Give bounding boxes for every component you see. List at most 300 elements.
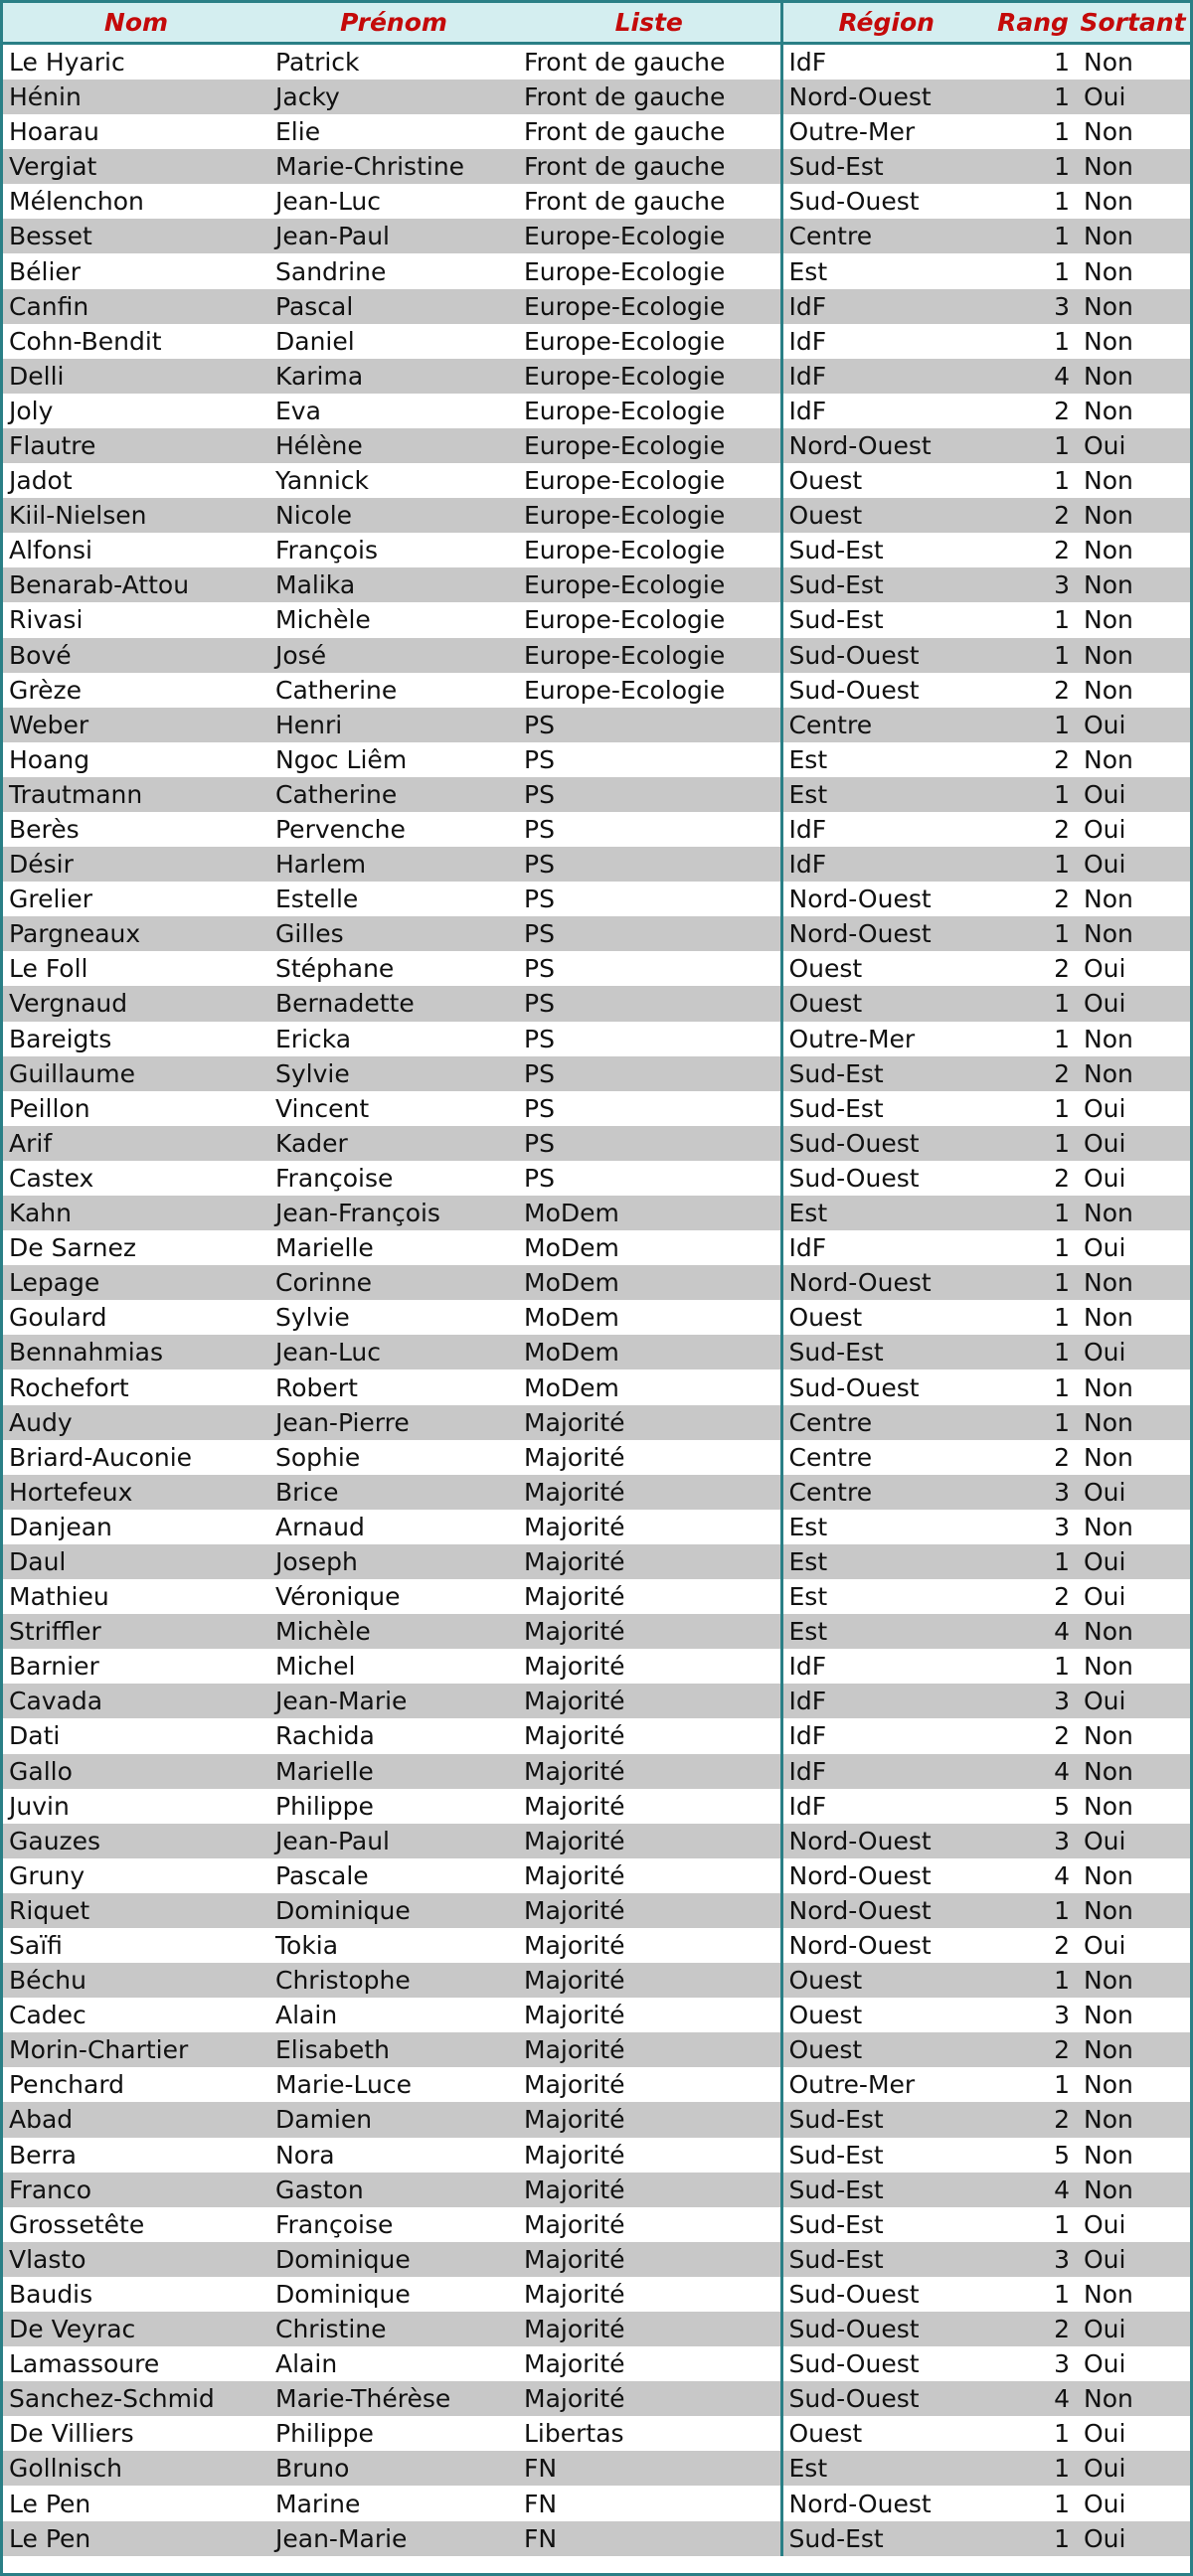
cell-liste: Front de gauche [524, 117, 726, 147]
cell-rang: 2 [1054, 501, 1070, 531]
cell-nom: Joly [9, 396, 54, 425]
cell-liste: MoDem [524, 1303, 619, 1333]
cell-nom: Cadec [9, 2001, 86, 2030]
cell-nom: Briard-Auconie [9, 1442, 193, 1472]
cell-region: Sud-Est [781, 2102, 990, 2137]
cell-liste: Majorité [524, 2244, 625, 2274]
cell-region: Est [781, 742, 990, 777]
cell-prenom: Pascal [275, 291, 354, 321]
cell-region: Sud-Ouest [781, 1369, 990, 1404]
cell-sortant: Oui [1084, 2454, 1126, 2484]
cell-rang: 4 [1054, 1860, 1070, 1890]
cell-rang: 1 [1054, 2209, 1070, 2239]
cell-liste: PS [524, 1163, 555, 1193]
cell-region: Nord-Ouest [781, 916, 990, 951]
cell-region: Sud-Est [781, 149, 990, 184]
cell-prenom: Estelle [275, 885, 359, 914]
cell-liste: Europe-Ecologie [524, 256, 726, 286]
cell-nom: Cavada [9, 1687, 103, 1716]
cell-sortant: Oui [1084, 2419, 1126, 2449]
table-row [3, 2346, 1190, 2381]
cell-sortant: Oui [1084, 989, 1126, 1019]
cell-rang: 1 [1054, 117, 1070, 147]
cell-prenom: Catherine [275, 675, 398, 705]
cell-prenom: Marielle [275, 1233, 374, 1263]
cell-liste: PS [524, 954, 555, 984]
cell-rang: 1 [1054, 919, 1070, 949]
table-row [3, 1649, 1190, 1684]
cell-rang: 1 [1054, 48, 1070, 77]
cell-liste: Europe-Ecologie [524, 222, 726, 251]
cell-region: IdF [781, 847, 990, 882]
cell-rang: 1 [1054, 2279, 1070, 2309]
cell-sortant: Oui [1084, 2209, 1126, 2239]
table-row [3, 44, 1190, 80]
cell-nom: Lepage [9, 1268, 100, 1298]
cell-rang: 1 [1054, 605, 1070, 635]
table-row [3, 1858, 1190, 1893]
cell-nom: Barnier [9, 1652, 99, 1682]
cell-sortant: Oui [1084, 1093, 1126, 1123]
cell-nom: Hénin [9, 82, 82, 112]
cell-rang: 1 [1054, 1966, 1070, 1996]
cell-liste: PS [524, 1058, 555, 1088]
cell-liste: Front de gauche [524, 82, 726, 112]
table-row [3, 1963, 1190, 1998]
cell-prenom: Christophe [275, 1966, 411, 1996]
cell-prenom: Joseph [275, 1546, 358, 1576]
cell-rang: 2 [1054, 885, 1070, 914]
cell-liste: PS [524, 815, 555, 845]
header-nom: Nom [3, 2, 269, 44]
cell-prenom: Alain [275, 2349, 338, 2379]
cell-sortant: Oui [1084, 82, 1126, 112]
table-row [3, 602, 1190, 637]
cell-liste: Europe-Ecologie [524, 361, 726, 391]
cell-rang: 1 [1054, 1546, 1070, 1576]
cell-prenom: Jacky [275, 82, 340, 112]
cell-sortant: Oui [1084, 2489, 1126, 2518]
cell-region: IdF [781, 1754, 990, 1789]
table-row [3, 149, 1190, 184]
cell-region: Outre-Mer [781, 114, 990, 149]
cell-nom: Besset [9, 222, 92, 251]
cell-nom: Baudis [9, 2279, 93, 2309]
table-row [3, 2032, 1190, 2067]
table-row [3, 986, 1190, 1021]
cell-region: Sud-Est [781, 2521, 990, 2556]
cell-sortant: Non [1084, 536, 1133, 565]
cell-nom: Juvin [9, 1791, 70, 1821]
cell-rang: 2 [1054, 954, 1070, 984]
table-row [3, 1126, 1190, 1161]
cell-sortant: Non [1084, 222, 1133, 251]
table-row [3, 2416, 1190, 2451]
cell-liste: PS [524, 1128, 555, 1158]
table-row [3, 916, 1190, 951]
cell-rang: 4 [1054, 2384, 1070, 2414]
cell-liste: Majorité [524, 1442, 625, 1472]
cell-sortant: Non [1084, 1303, 1133, 1333]
cell-region: Ouest [781, 986, 990, 1021]
cell-prenom: Jean-François [275, 1199, 440, 1228]
cell-rang: 1 [1054, 1128, 1070, 1158]
cell-rang: 1 [1054, 187, 1070, 217]
cell-rang: 3 [1054, 570, 1070, 600]
table-row [3, 533, 1190, 567]
cell-region: IdF [781, 1230, 990, 1265]
cell-liste: MoDem [524, 1199, 619, 1228]
table-row [3, 2451, 1190, 2486]
cell-sortant: Non [1084, 1024, 1133, 1053]
cell-region: Ouest [781, 951, 990, 986]
table-row [3, 289, 1190, 324]
cell-region: IdF [781, 1649, 990, 1684]
cell-region: IdF [781, 359, 990, 394]
cell-region: Est [781, 1544, 990, 1579]
cell-sortant: Oui [1084, 1233, 1126, 1263]
cell-prenom: Pervenche [275, 815, 406, 845]
cell-nom: Pargneaux [9, 919, 141, 949]
cell-nom: Alfonsi [9, 536, 92, 565]
cell-nom: Weber [9, 710, 89, 739]
cell-prenom: François [275, 536, 379, 565]
cell-sortant: Non [1084, 466, 1133, 496]
cell-rang: 2 [1054, 2315, 1070, 2344]
table-row [3, 2067, 1190, 2102]
cell-rang: 1 [1054, 326, 1070, 356]
cell-nom: Gallo [9, 1756, 73, 1786]
cell-sortant: Oui [1084, 2349, 1126, 2379]
cell-rang: 1 [1054, 989, 1070, 1019]
cell-region: Est [781, 253, 990, 288]
cell-prenom: Yannick [275, 466, 370, 496]
cell-prenom: José [275, 640, 327, 670]
cell-nom: Bélier [9, 256, 82, 286]
table-row [3, 1928, 1190, 1963]
cell-rang: 1 [1054, 1268, 1070, 1298]
cell-prenom: Elisabeth [275, 2035, 390, 2065]
cell-liste: MoDem [524, 1338, 619, 1368]
cell-prenom: Véronique [275, 1582, 401, 1612]
cell-liste: FN [524, 2454, 558, 2484]
cell-region: Sud-Est [781, 1056, 990, 1091]
cell-nom: Hortefeux [9, 1477, 133, 1507]
cell-region: Ouest [781, 463, 990, 498]
cell-liste: Europe-Ecologie [524, 326, 726, 356]
table-row [3, 1998, 1190, 2032]
cell-rang: 2 [1054, 1442, 1070, 1472]
cell-liste: PS [524, 710, 555, 739]
cell-sortant: Non [1084, 2140, 1133, 2170]
cell-nom: Hoang [9, 744, 90, 774]
cell-prenom: Françoise [275, 1163, 394, 1193]
cell-nom: Danjean [9, 1512, 112, 1541]
cell-sortant: Non [1084, 1895, 1133, 1925]
cell-region: Sud-Est [781, 2242, 990, 2277]
cell-nom: Vergnaud [9, 989, 128, 1019]
table-row [3, 2138, 1190, 2173]
table-row [3, 1614, 1190, 1649]
cell-sortant: Non [1084, 187, 1133, 217]
cell-prenom: Arnaud [275, 1512, 365, 1541]
cell-region: Sud-Ouest [781, 2277, 990, 2312]
cell-region: Est [781, 1614, 990, 1649]
table-row [3, 1718, 1190, 1753]
cell-prenom: Bernadette [275, 989, 415, 1019]
cell-rang: 3 [1054, 1687, 1070, 1716]
cell-prenom: Pascale [275, 1860, 369, 1890]
cell-sortant: Oui [1084, 710, 1126, 739]
header-prenom: Prénom [269, 2, 518, 44]
cell-rang: 1 [1054, 2454, 1070, 2484]
cell-prenom: Daniel [275, 326, 355, 356]
table-row [3, 219, 1190, 253]
cell-liste: Majorité [524, 1652, 625, 1682]
cell-sortant: Non [1084, 396, 1133, 425]
cell-liste: MoDem [524, 1268, 619, 1298]
cell-region: IdF [781, 812, 990, 847]
cell-nom: Le Pen [9, 2489, 91, 2518]
table-row [3, 463, 1190, 498]
cell-rang: 1 [1054, 1303, 1070, 1333]
cell-prenom: Marie-Luce [275, 2070, 412, 2100]
cell-nom: Mélenchon [9, 187, 144, 217]
cell-region: Sud-Ouest [781, 1161, 990, 1196]
table-row [3, 2277, 1190, 2312]
cell-prenom: Hélène [275, 430, 363, 460]
cell-region: Sud-Est [781, 2207, 990, 2242]
cell-sortant: Non [1084, 2279, 1133, 2309]
cell-liste: Europe-Ecologie [524, 675, 726, 705]
table-row [3, 428, 1190, 463]
cell-sortant: Non [1084, 1442, 1133, 1472]
cell-liste: Majorité [524, 2384, 625, 2414]
cell-liste: PS [524, 744, 555, 774]
cell-region: Centre [781, 1440, 990, 1475]
cell-region: Nord-Ouest [781, 2486, 990, 2520]
cell-rang: 2 [1054, 744, 1070, 774]
cell-region: Est [781, 1510, 990, 1544]
cell-prenom: Brice [275, 1477, 339, 1507]
cell-liste: Majorité [524, 1966, 625, 1996]
cell-sortant: Oui [1084, 954, 1126, 984]
cell-liste: PS [524, 1024, 555, 1053]
table-row [3, 1161, 1190, 1196]
cell-liste: Majorité [524, 2001, 625, 2030]
cell-liste: Majorité [524, 1826, 625, 1855]
cell-sortant: Non [1084, 501, 1133, 531]
cell-region: Nord-Ouest [781, 1265, 990, 1300]
cell-rang: 2 [1054, 396, 1070, 425]
table-row [3, 1544, 1190, 1579]
cell-sortant: Non [1084, 675, 1133, 705]
cell-rang: 2 [1054, 1058, 1070, 1088]
cell-rang: 1 [1054, 1024, 1070, 1053]
cell-prenom: Nora [275, 2140, 335, 2170]
cell-liste: Majorité [524, 1512, 625, 1541]
cell-nom: Le Pen [9, 2523, 91, 2553]
cell-liste: PS [524, 779, 555, 809]
cell-sortant: Non [1084, 117, 1133, 147]
cell-sortant: Oui [1084, 1338, 1126, 1368]
table-row [3, 1265, 1190, 1300]
cell-sortant: Oui [1084, 2523, 1126, 2553]
cell-region: Ouest [781, 2032, 990, 2067]
cell-liste: FN [524, 2489, 558, 2518]
cell-prenom: Jean-Marie [275, 1687, 408, 1716]
cell-prenom: Michel [275, 1652, 356, 1682]
cell-sortant: Non [1084, 256, 1133, 286]
cell-rang: 3 [1054, 2349, 1070, 2379]
table-body [3, 44, 1190, 2556]
cell-rang: 1 [1054, 152, 1070, 182]
cell-region: Sud-Est [781, 1335, 990, 1369]
cell-sortant: Oui [1084, 815, 1126, 845]
cell-nom: Kiil-Nielsen [9, 501, 147, 531]
cell-rang: 1 [1054, 1895, 1070, 1925]
cell-rang: 2 [1054, 1582, 1070, 1612]
cell-nom: Mathieu [9, 1582, 109, 1612]
cell-sortant: Oui [1084, 1931, 1126, 1961]
cell-liste: Front de gauche [524, 48, 726, 77]
cell-liste: FN [524, 2523, 558, 2553]
header-liste: Liste [518, 2, 781, 44]
cell-nom: Flautre [9, 430, 96, 460]
table-row [3, 1824, 1190, 1858]
cell-nom: Berra [9, 2140, 77, 2170]
cell-sortant: Non [1084, 1058, 1133, 1088]
table-row [3, 184, 1190, 219]
cell-rang: 1 [1054, 1407, 1070, 1437]
cell-nom: Bové [9, 640, 72, 670]
cell-rang: 1 [1054, 2523, 1070, 2553]
cell-region: Sud-Est [781, 567, 990, 602]
cell-nom: Penchard [9, 2070, 125, 2100]
cell-sortant: Non [1084, 1756, 1133, 1786]
cell-nom: Grelier [9, 885, 93, 914]
cell-prenom: Gilles [275, 919, 344, 949]
cell-rang: 2 [1054, 2105, 1070, 2135]
cell-liste: Europe-Ecologie [524, 430, 726, 460]
cell-region: Outre-Mer [781, 1022, 990, 1056]
cell-liste: PS [524, 989, 555, 1019]
table-row [3, 2207, 1190, 2242]
cell-region: Est [781, 777, 990, 812]
table-row [3, 1440, 1190, 1475]
cell-sortant: Oui [1084, 850, 1126, 880]
table-row [3, 1579, 1190, 1614]
cell-sortant: Non [1084, 2105, 1133, 2135]
cell-sortant: Non [1084, 885, 1133, 914]
cell-nom: Vlasto [9, 2244, 86, 2274]
cell-region: Sud-Ouest [781, 673, 990, 708]
cell-sortant: Non [1084, 1652, 1133, 1682]
cell-liste: PS [524, 1093, 555, 1123]
cell-region: Ouest [781, 2416, 990, 2451]
cell-liste: Majorité [524, 1582, 625, 1612]
cell-nom: Benarab-Attou [9, 570, 190, 600]
cell-nom: Berès [9, 815, 80, 845]
cell-rang: 3 [1054, 1826, 1070, 1855]
cell-rang: 3 [1054, 2001, 1070, 2030]
cell-rang: 1 [1054, 430, 1070, 460]
cell-prenom: Sylvie [275, 1303, 350, 1333]
cell-rang: 5 [1054, 2140, 1070, 2170]
cell-nom: Bareigts [9, 1024, 112, 1053]
cell-prenom: Dominique [275, 2279, 411, 2309]
table-row [3, 1684, 1190, 1718]
cell-sortant: Non [1084, 2035, 1133, 2065]
cell-rang: 5 [1054, 1791, 1070, 1821]
cell-rang: 3 [1054, 2244, 1070, 2274]
cell-sortant: Oui [1084, 779, 1126, 809]
cell-region: Sud-Est [781, 2138, 990, 2173]
cell-region: Nord-Ouest [781, 1858, 990, 1893]
cell-nom: Striffler [9, 1617, 101, 1647]
cell-nom: Lamassoure [9, 2349, 160, 2379]
cell-nom: Franco [9, 2174, 92, 2204]
cell-rang: 4 [1054, 1617, 1070, 1647]
cell-nom: Trautmann [9, 779, 143, 809]
cell-prenom: Sandrine [275, 256, 387, 286]
cell-sortant: Non [1084, 291, 1133, 321]
table-row [3, 2486, 1190, 2520]
cell-sortant: Non [1084, 1721, 1133, 1751]
cell-region: IdF [781, 44, 990, 80]
cell-region: Centre [781, 1475, 990, 1510]
cell-sortant: Non [1084, 2001, 1133, 2030]
cell-liste: Majorité [524, 2035, 625, 2065]
cell-prenom: Ericka [275, 1024, 352, 1053]
cell-region: Centre [781, 219, 990, 253]
table-row [3, 2173, 1190, 2207]
cell-region: Est [781, 2451, 990, 2486]
table-row [3, 1893, 1190, 1928]
table-row [3, 80, 1190, 114]
cell-region: Nord-Ouest [781, 882, 990, 916]
table-row [3, 498, 1190, 533]
table-row [3, 742, 1190, 777]
header-region: Région [781, 2, 990, 44]
cell-sortant: Non [1084, 1966, 1133, 1996]
cell-nom: Daul [9, 1546, 67, 1576]
cell-region: IdF [781, 324, 990, 359]
cell-prenom: Jean-Marie [275, 2523, 408, 2553]
cell-region: Nord-Ouest [781, 80, 990, 114]
cell-prenom: Michèle [275, 1617, 371, 1647]
table-row [3, 2102, 1190, 2137]
cell-prenom: Sylvie [275, 1058, 350, 1088]
cell-prenom: Michèle [275, 605, 371, 635]
table-row [3, 2381, 1190, 2416]
table-row [3, 1754, 1190, 1789]
table-row [3, 1510, 1190, 1544]
cell-nom: Rochefort [9, 1372, 129, 1402]
cell-rang: 1 [1054, 1199, 1070, 1228]
cell-sortant: Oui [1084, 1546, 1126, 1576]
cell-sortant: Oui [1084, 430, 1126, 460]
cell-rang: 1 [1054, 1338, 1070, 1368]
cell-prenom: Jean-Luc [275, 1338, 382, 1368]
table-row [3, 2312, 1190, 2346]
cell-region: Est [781, 1579, 990, 1614]
cell-sortant: Non [1084, 640, 1133, 670]
cell-liste: Majorité [524, 1721, 625, 1751]
cell-sortant: Non [1084, 152, 1133, 182]
cell-liste: Front de gauche [524, 187, 726, 217]
cell-nom: Castex [9, 1163, 94, 1193]
